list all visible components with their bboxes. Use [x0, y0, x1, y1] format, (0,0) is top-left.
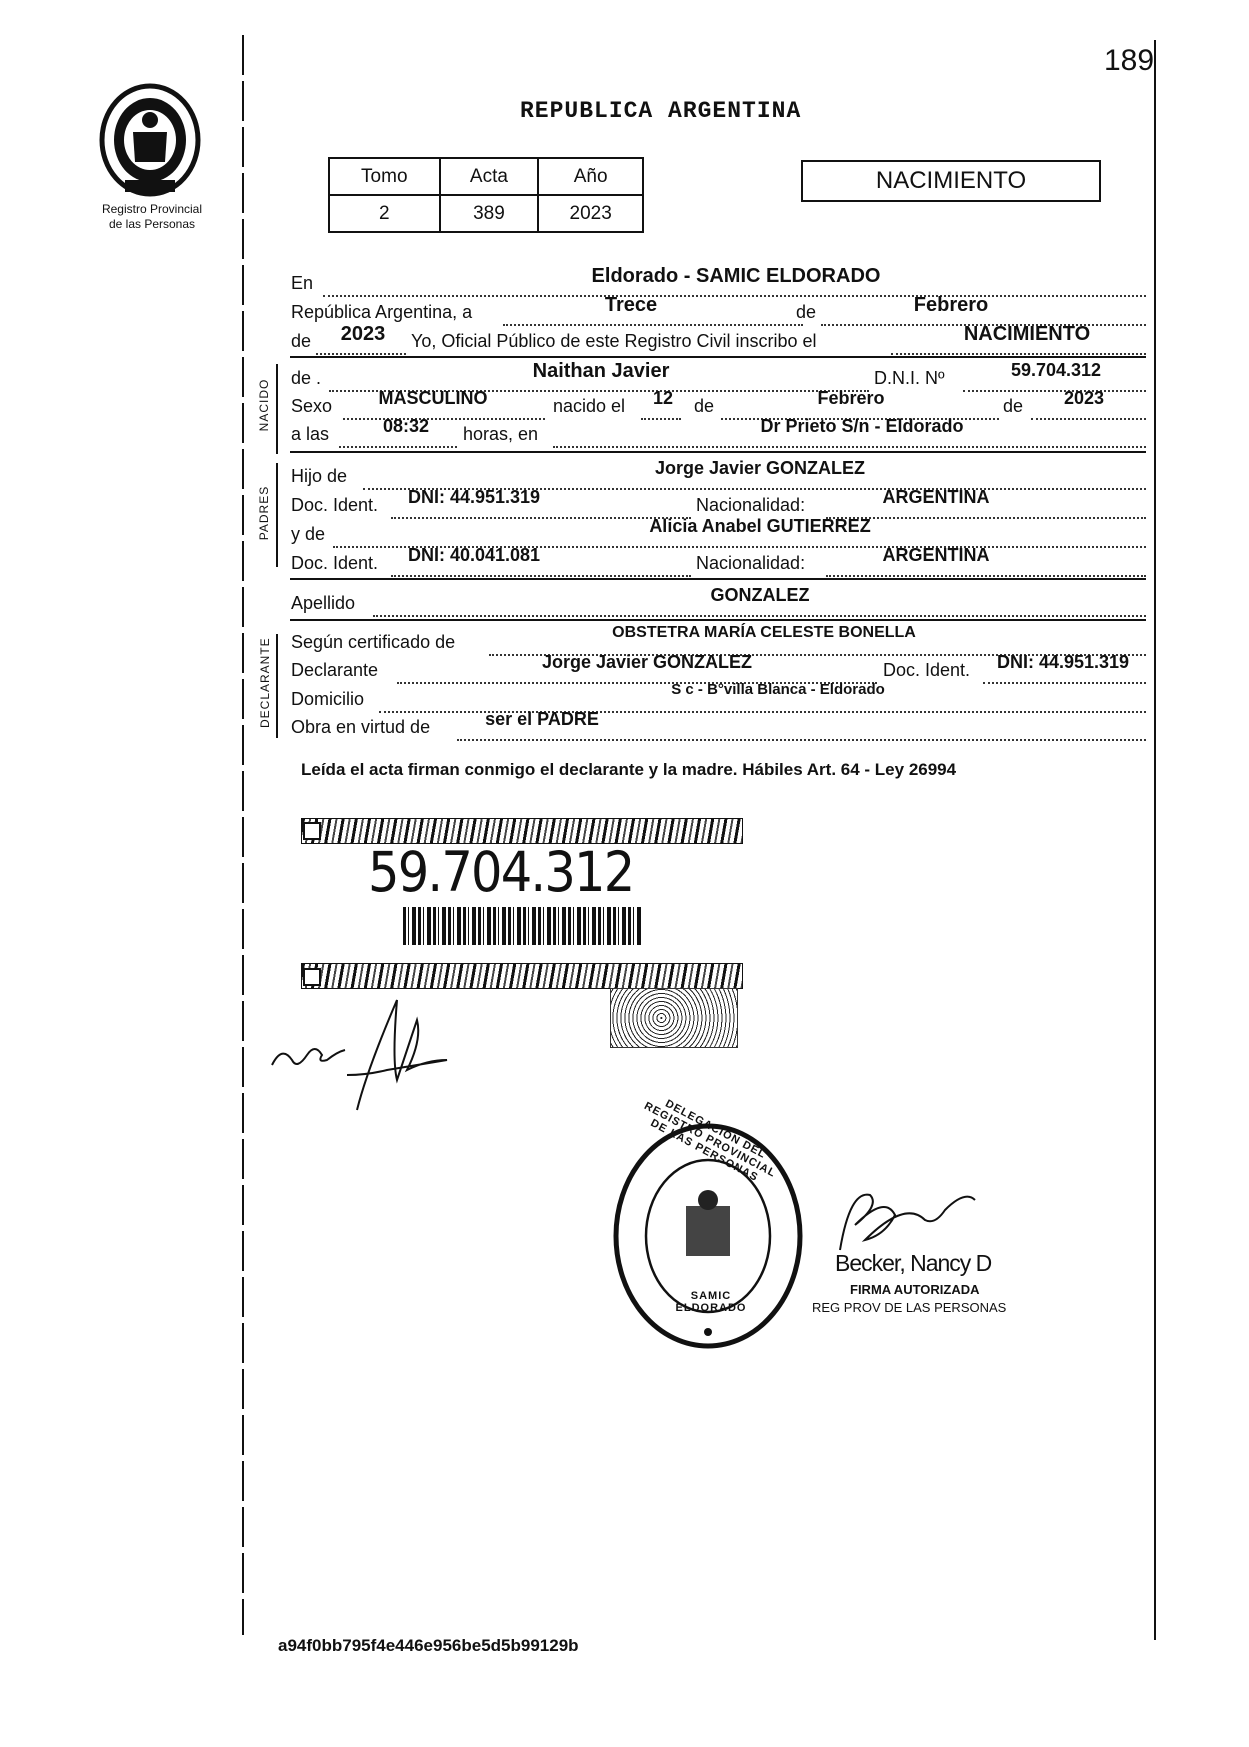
value-mother: Alicia Anabel GUTIERREZ — [649, 516, 871, 536]
label-hijo: Hijo de — [291, 466, 348, 486]
stamp-text: DELEGACION DEL REGISTRO PROVINCIAL DE LAS PERSONAS — [642, 1097, 778, 1185]
dots — [503, 324, 803, 326]
signatory-role: FIRMA AUTORIZADA — [850, 1282, 980, 1297]
value-father-doc: DNI: 44.951.319 — [407, 487, 541, 507]
value-place: Dr Prieto S/n - Eldorado — [760, 416, 964, 436]
reference-table — [328, 157, 644, 233]
stamp-inner-text: SAMIC ELDORADO — [675, 1290, 747, 1314]
value-mother-nac: ARGENTINA — [882, 545, 990, 565]
dots — [457, 739, 1146, 741]
dots — [963, 390, 1146, 392]
signatory-org: REG PROV DE LAS PERSONAS — [812, 1300, 1007, 1315]
label-doc2: Doc. Ident. — [291, 553, 379, 573]
right-margin-line — [1154, 40, 1156, 1640]
value-name: Naithan Javier — [532, 360, 670, 382]
dni-large-number: 59.704.312 — [368, 840, 634, 904]
logo-caption-line2: de las Personas — [108, 217, 196, 231]
province-seal-logo — [95, 82, 205, 200]
label-obra: Obra en virtud de — [291, 717, 431, 737]
document-hash: a94f0bb795f4e446e956be5d5b99129b — [278, 1636, 579, 1655]
divider — [290, 451, 1146, 453]
dots — [391, 517, 691, 519]
divider — [290, 619, 1146, 621]
dots — [1031, 418, 1146, 420]
row-domicilio — [291, 681, 1146, 716]
value-en: Eldorado - SAMIC ELDORADO — [591, 265, 881, 287]
side-label-padres: PADRES — [257, 485, 271, 541]
dots — [641, 418, 681, 420]
reference-table-value-row — [329, 195, 643, 232]
label-sexo: Sexo — [291, 396, 333, 416]
row-apellido — [291, 585, 1146, 620]
row-time-place — [291, 416, 1146, 451]
row-mother-doc — [291, 545, 1146, 580]
label-horas: horas, en — [463, 424, 539, 444]
value-domicilio: S c - B°villa Blanca - Eldorado — [671, 681, 885, 698]
value-tomo: 2 — [329, 195, 440, 232]
value-birth-month: Febrero — [817, 388, 885, 408]
label-yo: Yo, Oficial Público de este Registro Civil inscribo el — [411, 331, 817, 351]
dots — [339, 446, 457, 448]
value-segun: OBSTETRA MARÍA CELESTE BONELLA — [612, 624, 916, 641]
dots — [316, 353, 406, 355]
side-label-nacido: NACIDO — [257, 378, 271, 432]
header-anio: Año — [538, 158, 643, 195]
value-year: 2023 — [340, 323, 386, 345]
value-mother-doc: DNI: 40.041.081 — [407, 545, 541, 565]
dni-barcode — [403, 907, 641, 945]
label-yde: y de — [291, 524, 326, 544]
label-de4: de — [694, 396, 715, 416]
value-acta: 389 — [440, 195, 539, 232]
side-label-declarante: DECLARANTE — [258, 637, 272, 728]
value-father-nac: ARGENTINA — [882, 487, 990, 507]
row-en — [291, 265, 1146, 300]
label-doc3: Doc. Ident. — [883, 660, 971, 680]
header-acta: Acta — [440, 158, 539, 195]
label-declarante: Declarante — [291, 660, 379, 680]
row-obra — [291, 709, 1146, 744]
security-band-bottom — [301, 963, 743, 989]
value-dni: 59.704.312 — [1010, 360, 1102, 380]
document-type-box: NACIMIENTO — [801, 160, 1101, 202]
value-declarante: Jorge Javier GONZALEZ — [541, 652, 753, 672]
dots — [323, 295, 1146, 297]
band-square-bottom — [303, 968, 321, 986]
section-bar-nacido — [276, 364, 278, 454]
value-inscribe: NACIMIENTO — [963, 323, 1091, 345]
page-title: REPUBLICA ARGENTINA — [520, 98, 802, 124]
band-square-top — [303, 822, 321, 840]
page-number: 189 — [1104, 44, 1155, 77]
label-nacido: nacido el — [553, 396, 626, 416]
reference-table-header-row — [329, 158, 643, 195]
value-obra: ser el PADRE — [485, 709, 599, 729]
dots — [553, 446, 1146, 448]
header-tomo: Tomo — [329, 158, 440, 195]
section-bar-declarante — [276, 634, 278, 738]
divider — [290, 356, 1146, 358]
label-nac: Nacionalidad: — [696, 495, 806, 515]
logo-caption-line1: Registro Provincial — [101, 202, 203, 216]
dots — [983, 682, 1146, 684]
value-sexo: MASCULINO — [378, 388, 488, 408]
label-republica: República Argentina, a — [291, 302, 473, 322]
dots — [373, 615, 1146, 617]
dots — [391, 575, 691, 577]
dots — [826, 517, 1146, 519]
label-alas: a las — [291, 424, 330, 444]
value-month: Febrero — [913, 294, 989, 316]
label-de3: de . — [291, 368, 322, 388]
value-birth-year: 2023 — [1063, 388, 1105, 408]
legal-note: Leída el acta firman conmigo el declarante y la madre. Hábiles Art. 64 - Ley 26994 — [301, 760, 957, 779]
label-apellido: Apellido — [291, 593, 356, 613]
label-domicilio: Domicilio — [291, 689, 365, 709]
label-de: de — [796, 302, 817, 322]
value-father: Jorge Javier GONZALEZ — [654, 458, 866, 478]
label-doc: Doc. Ident. — [291, 495, 379, 515]
label-en: En — [291, 273, 314, 293]
section-bar-padres — [276, 463, 278, 567]
value-apellido: GONZALEZ — [710, 585, 810, 605]
divider — [290, 578, 1146, 580]
label-nac2: Nacionalidad: — [696, 553, 806, 573]
dots — [826, 575, 1146, 577]
label-segun: Según certificado de — [291, 632, 456, 652]
value-time: 08:32 — [382, 416, 430, 436]
value-birth-day: 12 — [652, 388, 674, 408]
hologram-patch — [610, 988, 738, 1048]
label-dni: D.N.I. Nº — [874, 368, 945, 388]
value-declarante-doc: DNI: 44.951.319 — [996, 652, 1130, 672]
logo-caption — [82, 202, 222, 232]
value-day: Trece — [604, 294, 658, 316]
row-year — [291, 323, 1146, 358]
label-de5: de — [1003, 396, 1024, 416]
label-de2: de — [291, 331, 312, 351]
declarant-signature — [262, 995, 492, 1115]
dots — [891, 353, 1146, 355]
dots — [343, 418, 545, 420]
signatory-name: Becker, Nancy D — [835, 1250, 992, 1276]
left-margin-line — [242, 35, 244, 1635]
value-anio: 2023 — [538, 195, 643, 232]
